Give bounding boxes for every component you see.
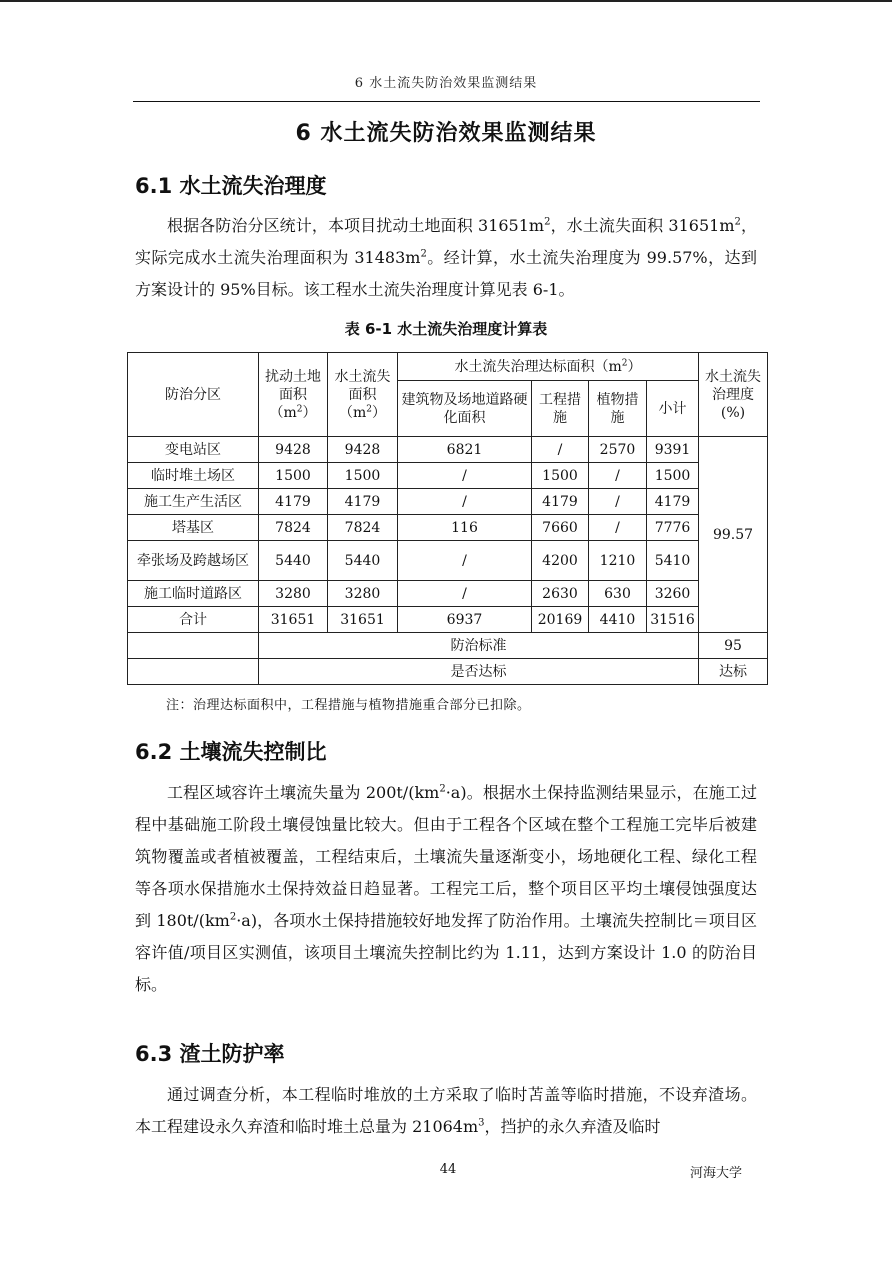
running-header: 6 水土流失防治效果监测结果 xyxy=(354,76,538,91)
table-note: 注：治理达标面积中，工程措施与植物措施重合部分已扣除。 xyxy=(166,698,531,713)
superscript: 3 xyxy=(478,1117,485,1129)
superscript: 2 xyxy=(229,911,237,923)
header-engineering-measures: 工程措施 xyxy=(532,381,589,437)
text-run: ，实际完成水土流失治理面积为 31483m xyxy=(135,216,757,267)
soil-erosion-control-table xyxy=(127,352,768,685)
compliance-value: 达标 xyxy=(699,659,768,685)
text-run: 。经计算，水土流失治理度为 99.57%，达到方案设计的 95%目标。该工程水土流失治理度计算见表 6-1。 xyxy=(135,248,757,299)
section-heading-6-2: 6.2 土壤流失控制比 xyxy=(135,740,327,764)
section-heading-6-1: 6.1 水土流失治理度 xyxy=(135,174,327,198)
cell-subtotal: 7776 xyxy=(647,515,699,541)
cell-erosion: 5440 xyxy=(328,541,398,581)
cell-plant: / xyxy=(589,463,647,489)
cell-engineering: 2630 xyxy=(532,581,589,607)
cell-zone: 塔基区 xyxy=(128,515,259,541)
header-treated-area-group: 水土流失治理达标面积$(m^2)$ xyxy=(398,353,699,381)
header-erosion-area: 水土流失面积$(m^2)$ xyxy=(328,353,398,437)
cell-building: / xyxy=(398,541,532,581)
cell-plant: / xyxy=(589,515,647,541)
paragraph-6-3 xyxy=(135,1079,757,1143)
cell-subtotal: 5410 xyxy=(647,541,699,581)
superscript: 2 xyxy=(420,248,427,260)
cell-subtotal: 1500 xyxy=(647,463,699,489)
cell-disturbed: 1500 xyxy=(259,463,328,489)
chapter-title: 6 水土流失防治效果监测结果 xyxy=(295,121,597,146)
text-run: 工程区域容许土壤流失量为 200t/(km xyxy=(167,783,440,802)
cell-building: 6821 xyxy=(398,437,532,463)
text-run: ，水土流失面积 31651m xyxy=(550,216,735,235)
standard-label: 防治标准 xyxy=(259,633,699,659)
table-row xyxy=(128,437,768,463)
header-treatment-degree: 水土流失治理度(%) xyxy=(699,353,768,437)
cell-building: 6937 xyxy=(398,607,532,633)
superscript: 2 xyxy=(439,783,446,795)
cell-plant: 1210 xyxy=(589,541,647,581)
table-row xyxy=(128,607,768,633)
cell-engineering: 1500 xyxy=(532,463,589,489)
cell-disturbed: 5440 xyxy=(259,541,328,581)
header-rule xyxy=(133,101,760,102)
cell-disturbed: 4179 xyxy=(259,489,328,515)
cell-zone: 牵张场及跨越场区 xyxy=(128,541,259,581)
paragraph-6-2 xyxy=(135,777,757,1001)
table-row xyxy=(128,463,768,489)
cell-disturbed: 9428 xyxy=(259,437,328,463)
cell-treatment-degree: 99.57 xyxy=(699,437,768,633)
cell-plant: 2570 xyxy=(589,437,647,463)
section-heading-6-3: 6.3 渣土防护率 xyxy=(135,1042,285,1066)
cell-building: / xyxy=(398,581,532,607)
cell-engineering: 4200 xyxy=(532,541,589,581)
standard-value: 95 xyxy=(699,633,768,659)
cell-subtotal: 9391 xyxy=(647,437,699,463)
cell-disturbed: 3280 xyxy=(259,581,328,607)
cell-building: / xyxy=(398,489,532,515)
header-building-hardening: 建筑物及场地道路硬化面积 xyxy=(398,381,532,437)
cell-disturbed: 7824 xyxy=(259,515,328,541)
cell-subtotal: 31516 xyxy=(647,607,699,633)
superscript: 2 xyxy=(734,216,741,228)
standard-row-blank xyxy=(128,633,259,659)
cell-erosion: 3280 xyxy=(328,581,398,607)
cell-disturbed: 31651 xyxy=(259,607,328,633)
cell-zone: 临时堆土场区 xyxy=(128,463,259,489)
paragraph-6-1 xyxy=(135,210,757,306)
cell-zone: 合计 xyxy=(128,607,259,633)
header-plant-measures: 植物措施 xyxy=(589,381,647,437)
text-run: ·a)。根据水土保持监测结果显示，在施工过程中基础施工阶段土壤侵蚀量比较大。但由于工程各个区域在整个工程施工完毕后被建筑物覆盖或者植被覆盖，工程结束后，土壤流失量逐渐变小，场地硬化工程、绿化工程等各项水保措施水土保持效益日趋显著。工程完工后，整个项目区平均土壤侵蚀强度达到 180t/(km xyxy=(135,783,757,930)
text-run: ·a)，各项水土保持措施较好地发挥了防治作用。土壤流失控制比＝项目区容许值/项目区实测值，该项目土壤流失控制比约为 1.11，达到方案设计 1.0 的防治目标。 xyxy=(135,911,757,994)
table-caption: 表 6-1 水土流失治理度计算表 xyxy=(344,320,548,338)
cell-plant: 4410 xyxy=(589,607,647,633)
text-run: ，挡护的永久弃渣及临时 xyxy=(484,1117,661,1136)
cell-engineering: 7660 xyxy=(532,515,589,541)
top-border-line xyxy=(0,0,892,2)
cell-plant: / xyxy=(589,489,647,515)
cell-building: / xyxy=(398,463,532,489)
text-run: 通过调查分析，本工程临时堆放的土方采取了临时苫盖等临时措施，不设弃渣场。本工程建设永久弃渣和临时堆土总量为 21064m xyxy=(135,1085,757,1136)
table-row xyxy=(128,541,768,581)
table-row xyxy=(128,581,768,607)
header-subtotal: 小计 xyxy=(647,381,699,437)
cell-erosion: 31651 xyxy=(328,607,398,633)
superscript: 2 xyxy=(544,216,551,228)
compliance-label: 是否达标 xyxy=(259,659,699,685)
cell-erosion: 1500 xyxy=(328,463,398,489)
cell-zone: 变电站区 xyxy=(128,437,259,463)
cell-plant: 630 xyxy=(589,581,647,607)
header-zone: 防治分区 xyxy=(128,353,259,437)
header-disturbed-area: 扰动土地面积$(m^2)$ xyxy=(259,353,328,437)
cell-engineering: / xyxy=(532,437,589,463)
cell-erosion: 9428 xyxy=(328,437,398,463)
cell-engineering: 20169 xyxy=(532,607,589,633)
text-run: 根据各防治分区统计，本项目扰动土地面积 31651m xyxy=(167,216,545,235)
cell-zone: 施工临时道路区 xyxy=(128,581,259,607)
cell-engineering: 4179 xyxy=(532,489,589,515)
cell-subtotal: 3260 xyxy=(647,581,699,607)
cell-erosion: 4179 xyxy=(328,489,398,515)
cell-erosion: 7824 xyxy=(328,515,398,541)
cell-subtotal: 4179 xyxy=(647,489,699,515)
institution-name: 河海大学 xyxy=(690,1166,743,1181)
cell-building: 116 xyxy=(398,515,532,541)
table-row xyxy=(128,489,768,515)
table-row xyxy=(128,515,768,541)
compliance-row-blank xyxy=(128,659,259,685)
page-number: 44 xyxy=(439,1162,457,1177)
cell-zone: 施工生产生活区 xyxy=(128,489,259,515)
